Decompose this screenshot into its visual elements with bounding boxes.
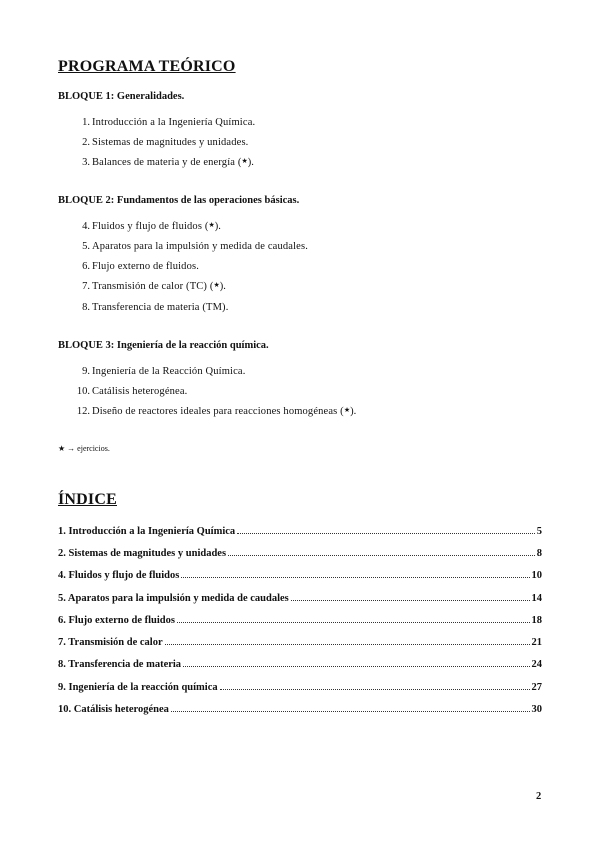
- star-icon: ★: [208, 221, 215, 229]
- toc-entry-page: 5: [536, 526, 542, 537]
- programa-heading: PROGRAMA TEÓRICO: [58, 58, 236, 75]
- list-item-number: 9.: [82, 366, 90, 377]
- list-item-number: 7.: [82, 281, 90, 292]
- list-item-text: Transmisión de calor (TC) (: [92, 281, 214, 292]
- toc-entry-page: 14: [531, 593, 542, 604]
- list-item-text: Balances de materia y de energía (: [92, 157, 242, 168]
- list-item-tail: ).: [214, 221, 221, 232]
- list-item: [58, 221, 221, 232]
- toc-entry-title: 7. Transmisión de calor: [58, 637, 163, 648]
- page-number: 2: [536, 791, 542, 802]
- toc-entry-page: 18: [531, 615, 542, 626]
- list-item-text: Fluidos y flujo de fluidos (: [92, 221, 209, 232]
- list-item-text: Introducción a la Ingeniería Química.: [92, 117, 256, 128]
- list-item-text: Diseño de reactores ideales para reacciones homogéneas (: [92, 406, 344, 417]
- toc-entry-page: 8: [536, 548, 542, 559]
- toc-entry[interactable]: [58, 526, 542, 537]
- toc-entry-page: 27: [531, 682, 542, 693]
- star-icon: ★: [213, 281, 220, 289]
- list-item-number: 10.: [76, 386, 90, 397]
- star-icon: ★: [343, 406, 351, 414]
- list-item-text: Sistemas de magnitudes y unidades.: [92, 137, 249, 148]
- toc-entry[interactable]: [58, 570, 542, 581]
- list-item: [58, 261, 199, 272]
- block-1-title: BLOQUE 1: Generalidades.: [58, 91, 185, 102]
- toc-leader-dots: [237, 532, 535, 534]
- list-item-number: 2.: [82, 137, 90, 148]
- toc-entry-title: 1. Introducción a la Ingeniería Química: [58, 526, 236, 537]
- toc-entry-title: 6. Flujo externo de fluidos: [58, 615, 175, 626]
- list-item-number: 4.: [82, 221, 90, 232]
- list-item: [58, 241, 308, 252]
- toc-leader-dots: [171, 710, 530, 712]
- list-item: [58, 406, 356, 417]
- list-item: [58, 117, 255, 128]
- toc-entry[interactable]: [58, 637, 542, 648]
- list-item: [58, 157, 254, 168]
- toc-entry[interactable]: [58, 548, 542, 559]
- toc-leader-dots: [228, 554, 535, 556]
- toc-entry[interactable]: [58, 682, 542, 693]
- list-item-number: 1.: [82, 117, 90, 128]
- toc-leader-dots: [181, 576, 529, 578]
- toc-entry-title: 8. Transferencia de materia: [58, 659, 182, 670]
- toc-entry[interactable]: [58, 659, 542, 670]
- toc-entry-page: 24: [531, 659, 542, 670]
- list-item-number: 3.: [82, 157, 90, 168]
- indice-heading: ÍNDICE: [58, 491, 117, 508]
- toc-entry-title: 4. Fluidos y flujo de fluidos: [58, 570, 180, 581]
- list-item-number: 12.: [76, 406, 90, 417]
- list-item: [58, 302, 228, 313]
- list-item-tail: ).: [247, 157, 254, 168]
- toc-leader-dots: [291, 599, 530, 601]
- toc-entry-title: 10. Catálisis heterogénea: [58, 704, 169, 715]
- toc-leader-dots: [220, 688, 530, 690]
- list-item: [58, 386, 187, 397]
- toc-entry-title: 5. Aparatos para la impulsión y medida de caudales: [58, 593, 289, 604]
- toc-entry-page: 10: [531, 570, 542, 581]
- block-2-title: BLOQUE 2: Fundamentos de las operaciones básicas.: [58, 195, 300, 206]
- list-item-text: Ingeniería de la Reacción Química.: [92, 366, 246, 377]
- toc-entry[interactable]: [58, 704, 542, 715]
- list-item-number: 6.: [82, 261, 90, 272]
- legend-note: ★ → ejercicios.: [58, 444, 110, 453]
- list-item-text: Catálisis heterogénea.: [92, 386, 188, 397]
- toc-entry[interactable]: [58, 615, 542, 626]
- list-item-tail: ).: [350, 406, 357, 417]
- list-item-number: 5.: [82, 241, 90, 252]
- toc-entry-title: 9. Ingeniería de la reacción química: [58, 682, 218, 693]
- list-item-tail: ).: [219, 281, 226, 292]
- toc-entry[interactable]: [58, 593, 542, 604]
- toc-leader-dots: [177, 621, 530, 623]
- toc-entry-title: 2. Sistemas de magnitudes y unidades: [58, 548, 227, 559]
- toc-entry-page: 21: [531, 637, 542, 648]
- star-icon: ★: [241, 157, 248, 165]
- toc-entry-page: 30: [531, 704, 542, 715]
- list-item: [58, 366, 246, 377]
- list-item-text: Aparatos para la impulsión y medida de caudales.: [92, 241, 308, 252]
- list-item-number: 8.: [82, 302, 90, 313]
- list-item: [58, 137, 248, 148]
- document-page: [58, 0, 544, 848]
- toc-leader-dots: [183, 665, 529, 667]
- list-item-text: Transferencia de materia (TM).: [92, 302, 229, 313]
- list-item-text: Flujo externo de fluidos.: [92, 261, 199, 272]
- block-3-title: BLOQUE 3: Ingeniería de la reacción química.: [58, 340, 269, 351]
- list-item: [58, 281, 226, 292]
- toc-leader-dots: [165, 643, 530, 645]
